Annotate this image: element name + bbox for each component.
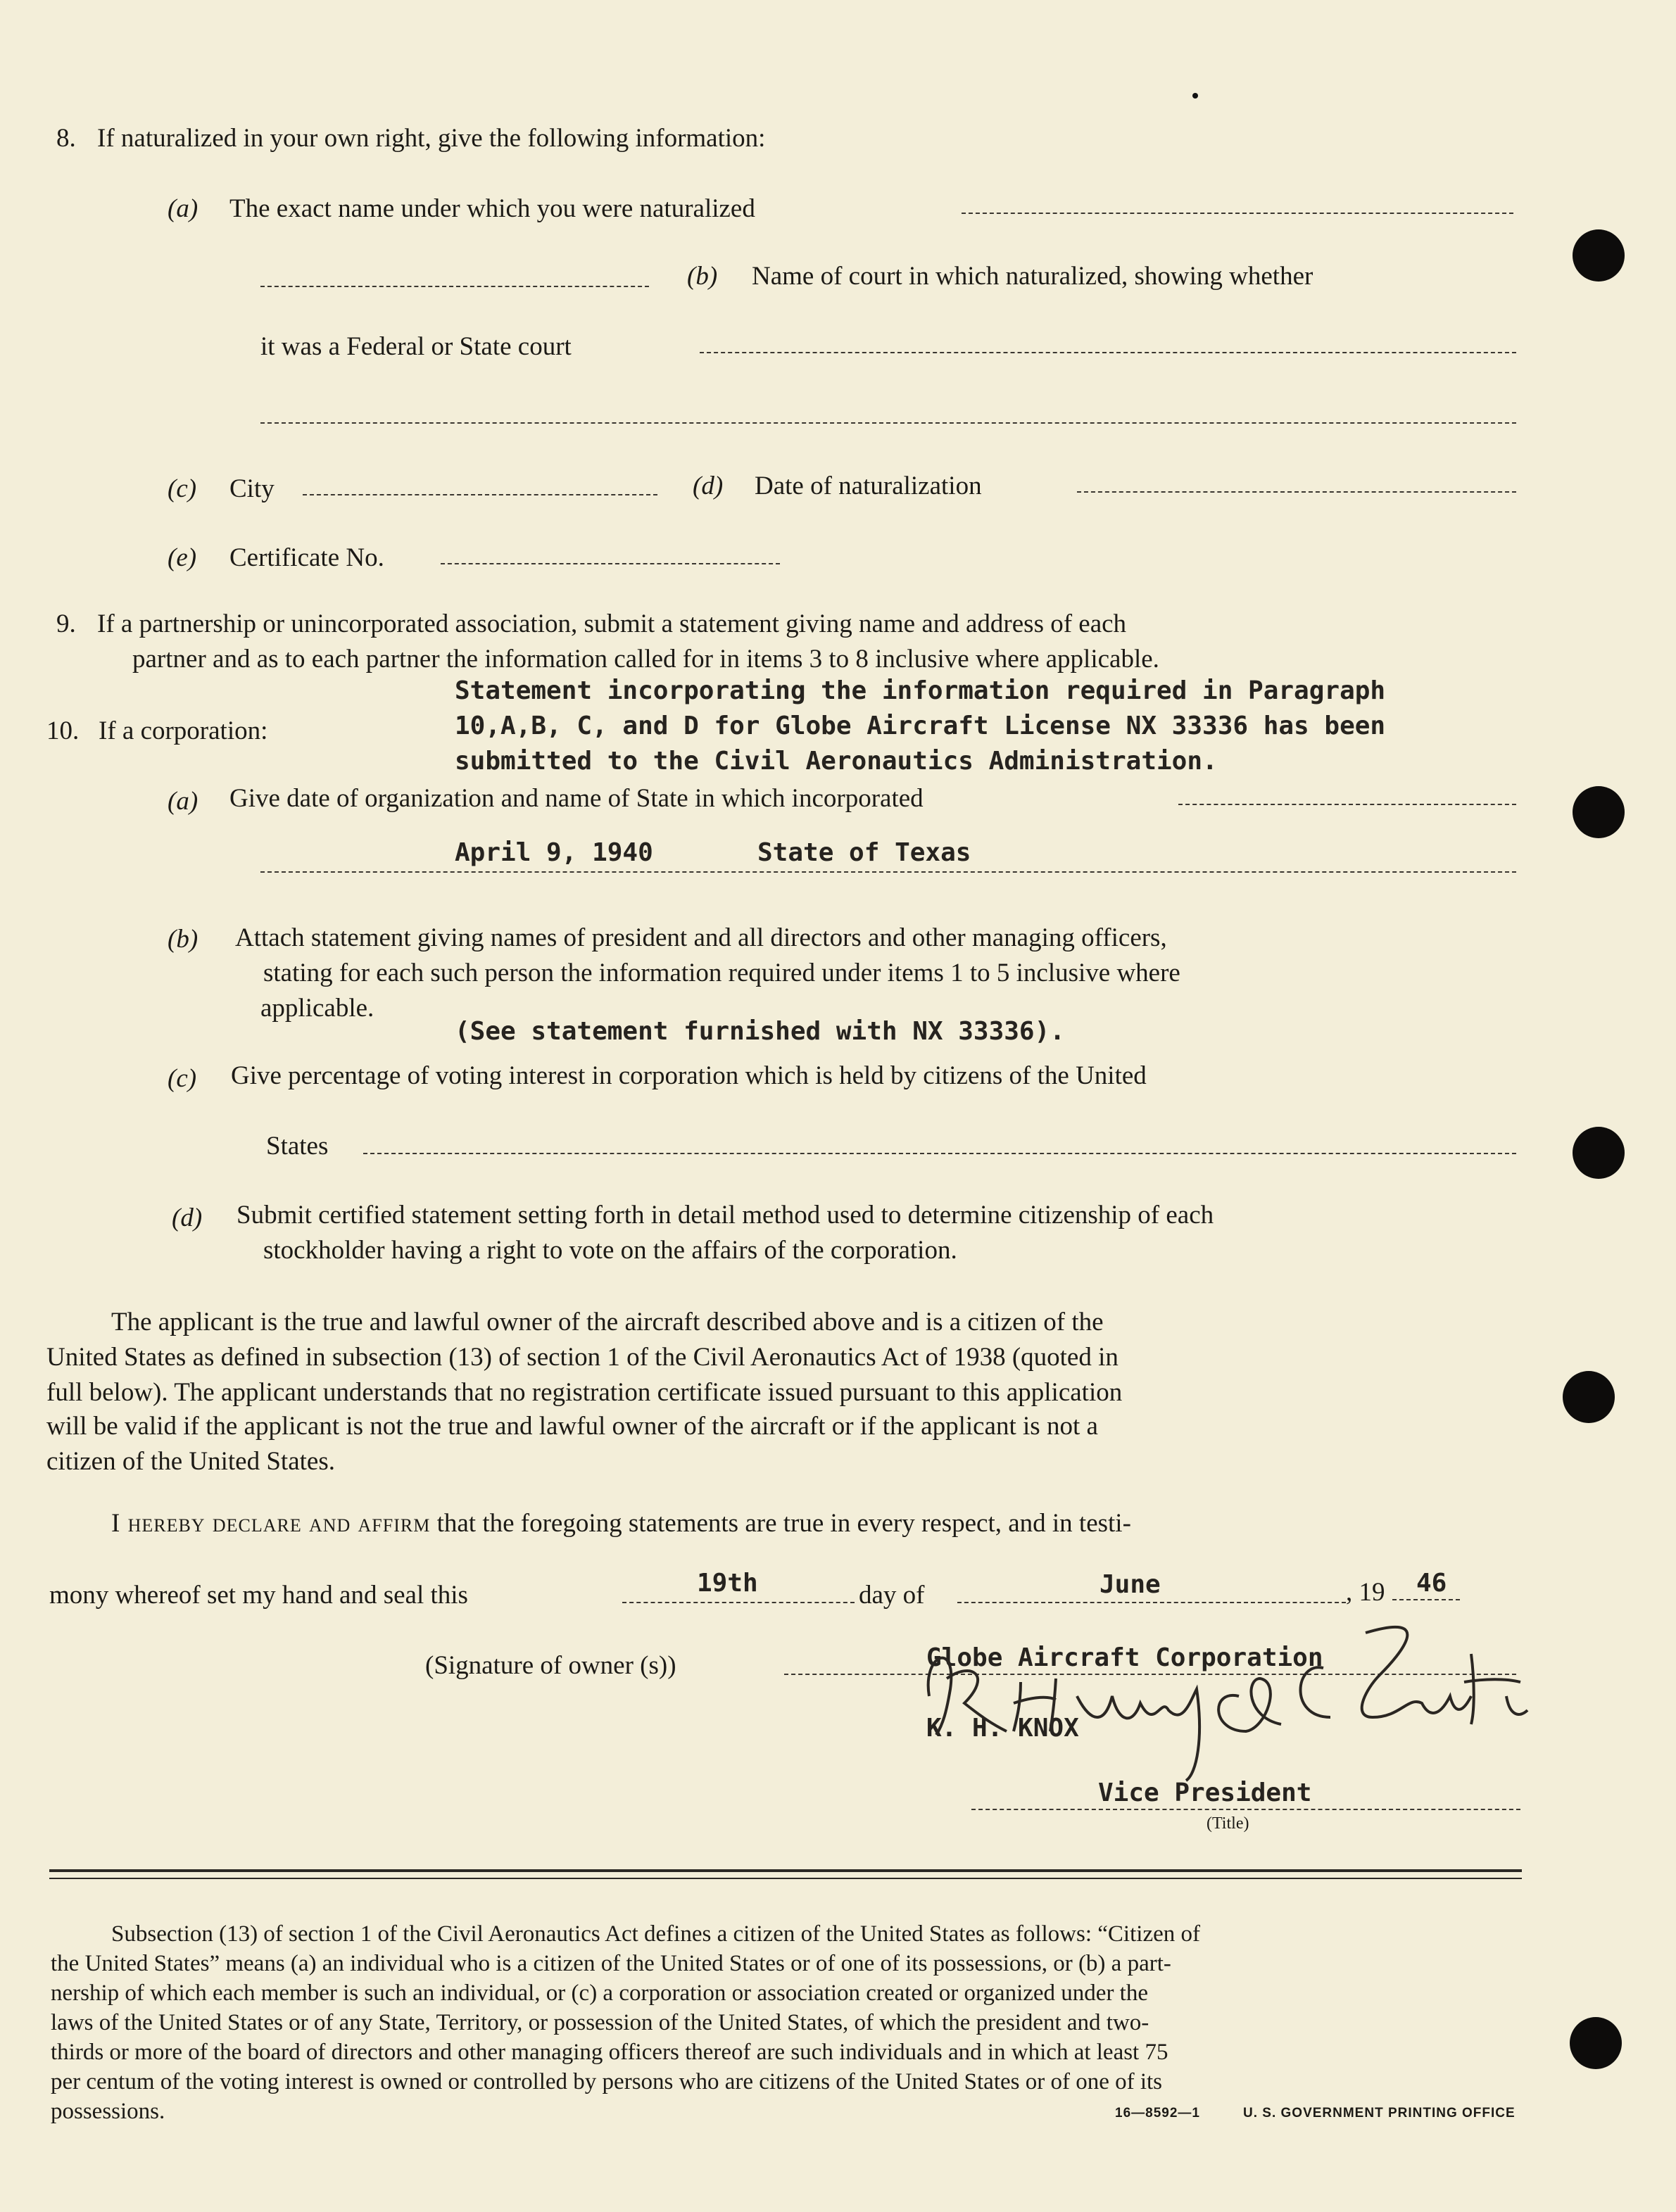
year-prefix: , 19 — [1346, 1578, 1385, 1607]
item8-d-letter: (d) — [693, 472, 724, 500]
item10-b-line1: Attach statement giving names of president and all directors and other managing officers, — [235, 923, 1167, 952]
item10-d-letter: (d) — [172, 1203, 203, 1232]
item10-b-line2: stating for each such person the information required under items 1 to 5 inclusive where — [263, 959, 1180, 987]
item8-c-text: City — [229, 474, 275, 503]
item10-a-letter: (a) — [168, 787, 199, 816]
organization-date-field-cont[interactable] — [260, 871, 1516, 873]
incorporation-state-value: State of Texas — [757, 838, 971, 867]
footnote-line2: the United States” means (a) an individual who is a citizen of the United States or of one of its possessions, or (b) a part- — [51, 1951, 1171, 1976]
mony-text: mony whereof set my hand and seal this — [49, 1581, 468, 1610]
item10-number: 10. — [46, 716, 80, 745]
footnote-line1: Subsection (13) of section 1 of the Civil Aeronautics Act defines a citizen of the United States as follows: “Citizen of — [111, 1921, 1200, 1947]
typed-statement-line3: submitted to the Civil Aeronautics Administration. — [455, 747, 1218, 776]
day-value: 19th — [697, 1569, 758, 1598]
naturalization-date-field[interactable] — [1077, 491, 1516, 493]
item10-b-line3: applicable. — [260, 994, 374, 1023]
form-number: 16—8592—1 — [1115, 2106, 1200, 2121]
item10-heading: If a corporation: — [99, 716, 268, 745]
affirm-caps: I hereby declare and affirm — [111, 1509, 431, 1538]
affirm-line — [111, 1508, 1131, 1540]
organization-date-value: April 9, 1940 — [455, 838, 653, 867]
section-divider-top — [49, 1869, 1522, 1872]
officers-statement-value: (See statement furnished with NX 33336). — [455, 1017, 1065, 1046]
item10-c-letter: (c) — [168, 1064, 197, 1093]
footnote-line5: thirds or more of the board of directors and other managing officers thereof are such individuals and in which at least 75 — [51, 2040, 1168, 2065]
printer-name: U. S. GOVERNMENT PRINTING OFFICE — [1243, 2106, 1516, 2121]
item10-c-line2: States — [266, 1132, 329, 1161]
affirm-rest: that the foregoing statements are true in every respect, and in testi- — [436, 1509, 1131, 1538]
item10-a-text: Give date of organization and name of State in which incorporated — [229, 784, 924, 813]
item10-b-letter: (b) — [168, 925, 199, 954]
month-value: June — [1100, 1570, 1161, 1599]
handwritten-signature — [915, 1612, 1535, 1788]
owner-typed-name: Globe Aircraft Corporation — [926, 1643, 1323, 1672]
item8-b-cont: it was a Federal or State court — [260, 332, 572, 361]
item9-line2: partner and as to each partner the information called for in items 3 to 8 inclusive where applicable. — [132, 645, 1159, 674]
item8-c-letter: (c) — [168, 474, 197, 503]
footnote-line4: laws of the United States or of any State, Territory, or possession of the United States, of which the president and two- — [51, 2010, 1149, 2035]
item9-line1: If a partnership or unincorporated association, submit a statement giving name and address of each — [97, 609, 1127, 638]
item10-d-line2: stockholder having a right to vote on the affairs of the corporation. — [263, 1236, 957, 1265]
court-name-field-cont[interactable] — [260, 422, 1516, 424]
item8-b-text: Name of court in which naturalized, showing whether — [752, 262, 1313, 291]
punch-hole-4 — [1563, 1371, 1615, 1423]
declaration-line4: will be valid if the applicant is not the true and lawful owner of the aircraft or if the applicant is not a — [46, 1412, 1098, 1441]
naturalized-name-field-cont[interactable] — [260, 286, 649, 287]
month-field[interactable] — [957, 1602, 1346, 1603]
organization-date-field[interactable] — [1178, 804, 1516, 805]
item8-e-letter: (e) — [168, 543, 197, 572]
item8-b-letter: (b) — [687, 262, 718, 291]
footnote-line6: per centum of the voting interest is owned or controlled by persons who are citizens of the United States or of one of its — [51, 2069, 1163, 2094]
typed-statement-line1: Statement incorporating the information required in Paragraph — [455, 676, 1386, 705]
year-value: 46 — [1416, 1569, 1447, 1598]
footnote-line3: nership of which each member is such an individual, or (c) a corporation or association created or organized under the — [51, 1980, 1148, 2006]
day-field[interactable] — [622, 1602, 855, 1603]
item8-a-text: The exact name under which you were naturalized — [229, 194, 755, 223]
day-of-text: day of — [859, 1581, 925, 1610]
title-field[interactable] — [971, 1809, 1520, 1810]
item8-heading: If naturalized in your own right, give the following information: — [97, 124, 766, 153]
signer-typed-name: K. H. KNOX — [926, 1714, 1079, 1743]
declaration-line3: full below). The applicant understands that no registration certificate issued pursuant to this application — [46, 1378, 1123, 1407]
punch-hole-2 — [1573, 786, 1625, 838]
punch-hole-1 — [1573, 229, 1625, 282]
court-name-field[interactable] — [700, 352, 1516, 353]
section-divider-bottom — [49, 1878, 1522, 1879]
year-field[interactable] — [1392, 1599, 1460, 1600]
declaration-line2: United States as defined in subsection (13) of section 1 of the Civil Aeronautics Act of 1938 (quoted in — [46, 1343, 1119, 1372]
voting-interest-field[interactable] — [363, 1153, 1516, 1154]
item10-d-line1: Submit certified statement setting forth in detail method used to determine citizenship of each — [237, 1201, 1214, 1230]
declaration-line5: citizen of the United States. — [46, 1447, 335, 1476]
item8-a-letter: (a) — [168, 194, 199, 223]
item8-number: 8. — [56, 124, 76, 153]
title-value: Vice President — [1098, 1778, 1312, 1807]
signature-label: (Signature of owner (s)) — [425, 1651, 676, 1680]
item8-d-text: Date of naturalization — [755, 472, 982, 500]
title-label: (Title) — [1206, 1814, 1249, 1833]
item9-number: 9. — [56, 609, 76, 638]
footnote-line7: possessions. — [51, 2099, 165, 2124]
speck — [1192, 93, 1198, 99]
punch-hole-5 — [1570, 2017, 1622, 2069]
typed-statement-line2: 10,A,B, C, and D for Globe Aircraft License NX 33336 has been — [455, 712, 1386, 740]
naturalized-name-field[interactable] — [962, 213, 1513, 214]
certificate-number-field[interactable] — [441, 563, 780, 564]
punch-hole-3 — [1573, 1127, 1625, 1179]
item10-c-line1: Give percentage of voting interest in corporation which is held by citizens of the United — [231, 1061, 1147, 1090]
item8-e-text: Certificate No. — [229, 543, 384, 572]
city-field[interactable] — [303, 494, 657, 495]
declaration-line1: The applicant is the true and lawful owner of the aircraft described above and is a citizen of the — [111, 1308, 1104, 1336]
